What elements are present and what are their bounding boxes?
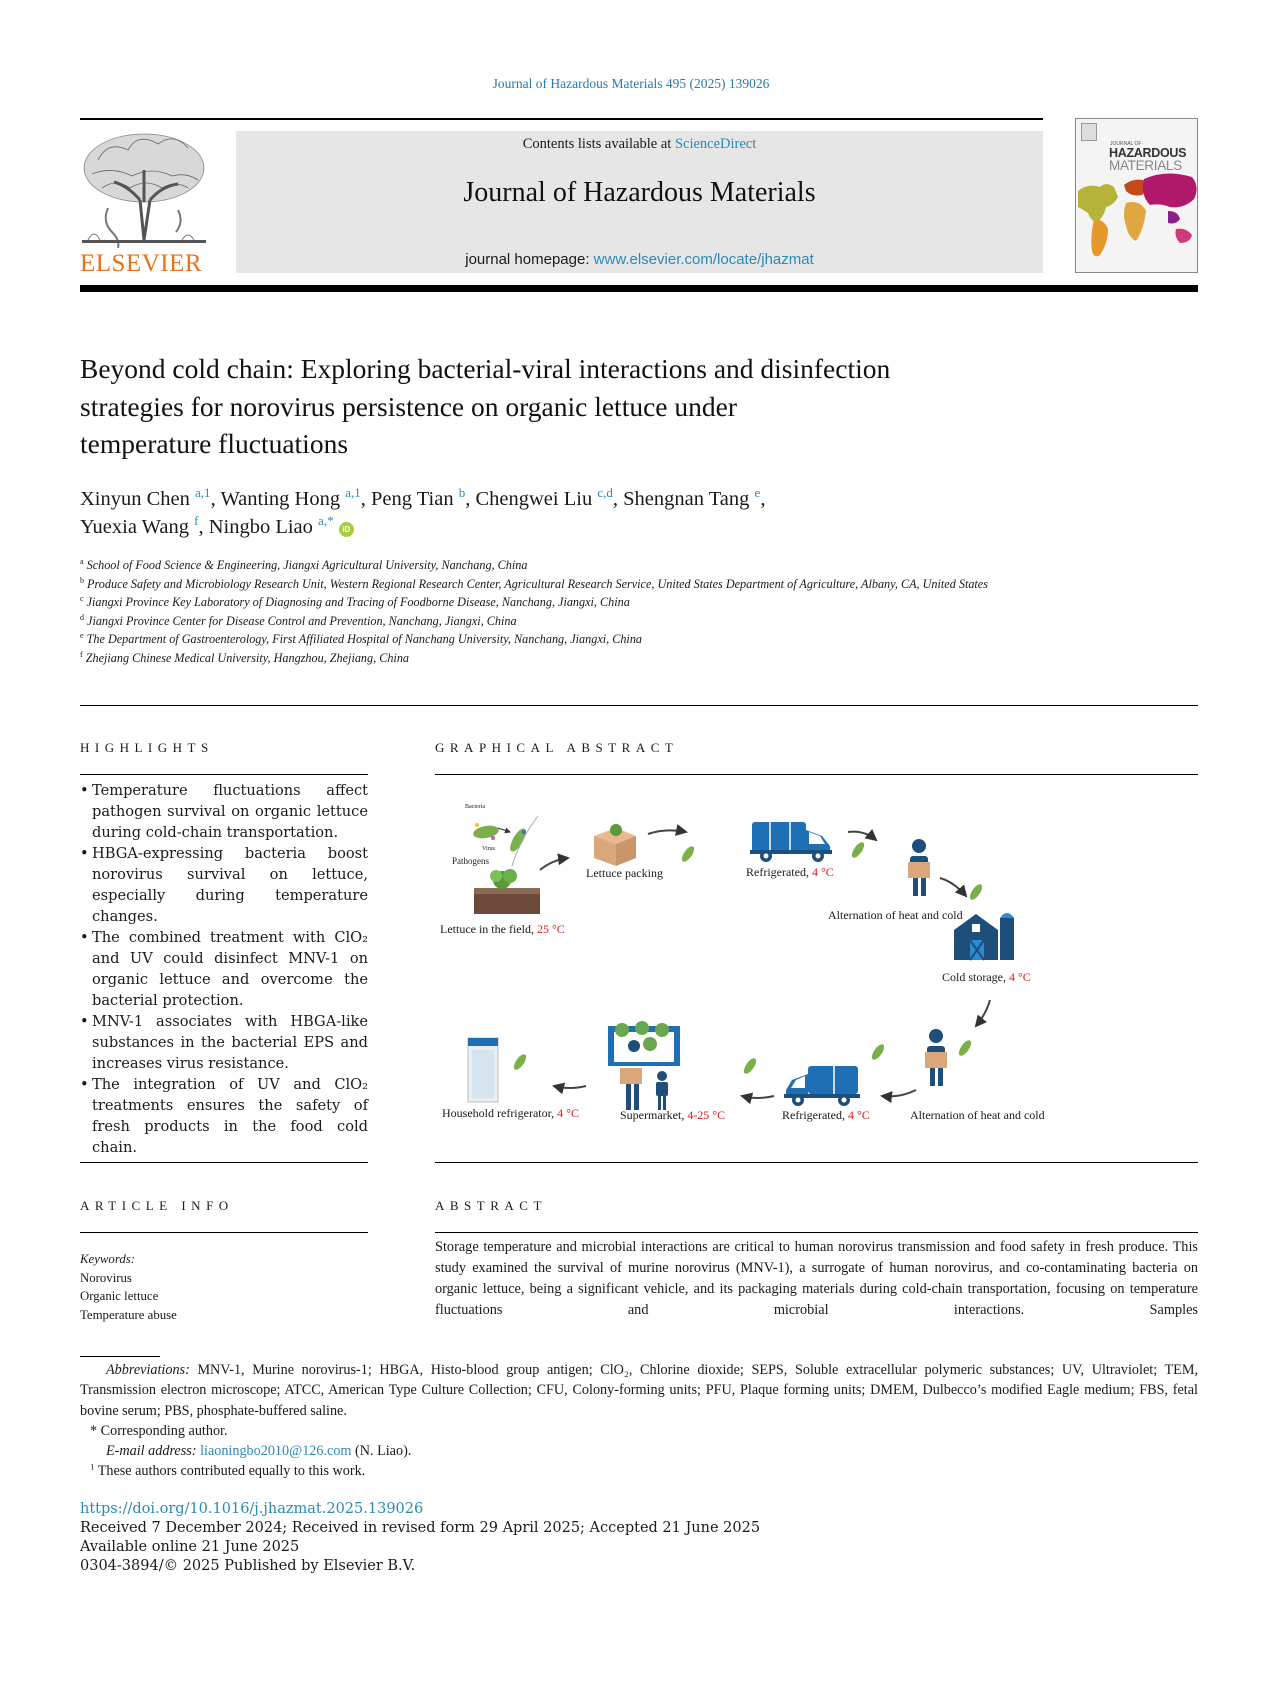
author-affil-link[interactable]: a,* xyxy=(318,513,334,529)
step-refrigerated-1-label xyxy=(746,865,834,880)
graphical-abstract-heading: GRAPHICAL ABSTRACT xyxy=(435,740,679,755)
email-footnote xyxy=(80,1441,1198,1461)
lettuce-leaf-icon xyxy=(968,882,985,901)
author-affil-link[interactable]: f xyxy=(194,513,199,529)
pathogens-label: Pathogens xyxy=(452,856,489,866)
email-suffix: (N. Liao). xyxy=(351,1443,412,1460)
author-name: Xinyun Chen xyxy=(80,488,190,510)
affiliation xyxy=(80,649,1080,668)
affiliation-key: d xyxy=(80,612,84,622)
author-name: Wanting Hong xyxy=(220,488,341,510)
step-packing-label: Lettuce packing xyxy=(586,866,663,880)
affiliation xyxy=(80,612,1080,631)
world-map-icon xyxy=(1076,119,1198,273)
homepage-prefix: journal homepage: xyxy=(465,251,594,268)
author-affil-link[interactable]: e xyxy=(754,485,761,501)
highlight-item: • The integration of UV and ClO₂ treatments ensures the safety of fresh products in the food cold chain. xyxy=(80,1074,368,1158)
refrigerated-van-icon xyxy=(750,822,832,862)
affiliation-key: a xyxy=(80,556,84,566)
author[interactable] xyxy=(475,485,613,510)
author-name: Peng Tian xyxy=(371,488,454,510)
refrigerated-van-icon xyxy=(784,1066,860,1106)
sciencedirect-link[interactable]: ScienceDirect xyxy=(674,136,757,152)
step-text: Supermarket, xyxy=(620,1108,688,1122)
affiliation xyxy=(80,630,1080,649)
household-refrigerator-icon xyxy=(468,1038,498,1102)
orcid-icon[interactable]: iD xyxy=(339,522,354,537)
article-history: Received 7 December 2024; Received in revised form 29 April 2025; Accepted 21 June 2025 xyxy=(80,1520,761,1536)
email-link[interactable]: liaoningbo2010@126.com xyxy=(200,1443,352,1460)
affiliation-text: Zhejiang Chinese Medical University, Hangzhou, Zhejiang, China xyxy=(85,650,410,665)
author-name: Chengwei Liu xyxy=(475,488,593,510)
flow-arrow xyxy=(648,830,686,834)
running-head[interactable]: Journal of Hazardous Materials 495 (2025) 139026 xyxy=(492,76,770,91)
step-temp: 4 °C xyxy=(847,1108,870,1122)
step-alternation-2-label: Alternation of heat and cold xyxy=(910,1108,1045,1122)
keywords-label: Keywords: xyxy=(80,1252,135,1266)
step-alternation-1-label: Alternation of heat and cold xyxy=(828,908,963,922)
title-line: Beyond cold chain: Exploring bacterial-viral interactions and disinfection xyxy=(80,353,891,384)
affiliation-key: c xyxy=(80,593,84,603)
graphical-abstract-bottom-rule xyxy=(435,1162,1198,1163)
corresponding-mark: * xyxy=(90,1422,98,1439)
highlight-item: • HBGA-expressing bacteria boost norovirus survival on lettuce, especially during temperature changes. xyxy=(80,843,368,927)
lettuce-leaf-icon xyxy=(850,840,867,859)
lettuce-leaf-icon xyxy=(957,1038,974,1057)
cover-journal-of: JOURNAL OF xyxy=(1110,141,1142,147)
bacteria-label: Bacteria xyxy=(465,804,485,810)
journal-homepage-link[interactable]: www.elsevier.com/locate/jhazmat xyxy=(593,251,814,268)
author-affil-link[interactable]: a,1 xyxy=(195,485,211,501)
affiliation xyxy=(80,593,1080,612)
abstract-text: Storage temperature and microbial interactions are critical to human norovirus transmission and food safety in fresh produce. This study examined the survival of murine norovirus (MNV-1), a surrogate of human norovirus, and co-contaminating bacteria on organic lettuce, being a significant vehicle, and its packaging materials during cold-chain transportation, focusing on temperature fluctuations and microbial interactions. Samples xyxy=(435,1239,1198,1318)
title-line: temperature fluctuations xyxy=(80,428,349,459)
article-meta xyxy=(80,1500,880,1576)
section-rule xyxy=(80,705,1198,706)
affiliation-text: Jiangxi Province Center for Disease Control and Prevention, Nanchang, Jiangxi, China xyxy=(87,613,517,628)
step-supermarket-label xyxy=(620,1108,725,1123)
worker-with-box-icon xyxy=(908,839,930,896)
affiliation-key: e xyxy=(80,630,84,640)
contents-prefix: Contents lists available at xyxy=(522,136,675,152)
flow-arrow xyxy=(882,1090,916,1096)
step-refrigerated-2-label xyxy=(782,1108,870,1123)
available-online: Available online 21 June 2025 xyxy=(80,1539,300,1555)
author-affil-link[interactable]: a,1 xyxy=(345,485,361,501)
abbreviations-label: Abbreviations: xyxy=(106,1362,190,1378)
step-temp: 25 °C xyxy=(536,922,565,936)
corresponding-footnote xyxy=(80,1421,1198,1441)
affiliation-text: The Department of Gastroenterology, First Affiliated Hospital of Nanchang University, Nanchang, Jiangxi, China xyxy=(86,632,643,646)
cold-storage-barn-icon xyxy=(954,913,1014,960)
footnotes xyxy=(80,1360,1198,1482)
journal-cover-thumbnail[interactable] xyxy=(1075,118,1198,273)
flow-arrow xyxy=(554,1086,586,1088)
equal-text: These authors contributed equally to this work. xyxy=(97,1463,366,1480)
author[interactable] xyxy=(80,513,199,538)
email-label: E-mail address: xyxy=(106,1443,197,1460)
supermarket-icon xyxy=(608,1021,680,1110)
virus-label: Virus xyxy=(482,846,495,852)
journal-banner xyxy=(236,131,1043,273)
lettuce-leaf-icon xyxy=(870,1042,887,1061)
author[interactable] xyxy=(220,485,361,510)
author-list: Xinyun Chen $^{a,1}$, Wanting Hong $^{a,1}$, Peng Tian $^b$, Chengwei Liu $^{c,d}$, Shengnan Tang $^e$, Yuexia Wang $^f$, Ningbo Liao $^{a,*}$ iD xyxy=(80,485,766,538)
affiliation-text: Produce Safety and Microbiology Research Unit, Western Regional Research Center, Agricultural Research Service, United States Department of Agriculture, Albany, CA, United States xyxy=(87,576,988,591)
abstract-heading: ABSTRACT xyxy=(435,1198,547,1213)
graphical-abstract-figure[interactable] xyxy=(430,800,1090,1140)
article-title xyxy=(80,350,1040,463)
footnote-rule xyxy=(80,1356,160,1357)
abbreviations-footnote xyxy=(80,1360,1198,1421)
doi-link[interactable]: https://doi.org/10.1016/j.jhazmat.2025.139026 xyxy=(80,1501,424,1517)
copyright: 0304-3894/© 2025 Published by Elsevier B.V. xyxy=(80,1558,416,1574)
author[interactable] xyxy=(80,485,211,510)
affiliation-text: Jiangxi Province Key Laboratory of Diagnosing and Tracing of Foodborne Disease, Nanchang, Jiangxi, China xyxy=(86,595,630,609)
graphical-abstract-rule xyxy=(435,774,1198,775)
keyword[interactable]: Temperature abuse xyxy=(80,1307,177,1322)
author[interactable] xyxy=(623,485,761,510)
lettuce-field-icon xyxy=(474,869,540,914)
article-info-heading: ARTICLE INFO xyxy=(80,1198,234,1213)
highlights-rule xyxy=(80,774,368,775)
keyword[interactable]: Organic lettuce xyxy=(80,1289,159,1303)
cover-title-line1: HAZARDOUS xyxy=(1109,146,1187,160)
flow-arrow xyxy=(976,1000,990,1026)
step-temp: 4 °C xyxy=(557,1106,579,1120)
step-text: Refrigerated, xyxy=(746,865,812,879)
packing-box-icon xyxy=(594,824,636,866)
worker-with-box-icon xyxy=(925,1029,947,1086)
author[interactable] xyxy=(371,485,466,510)
highlights-list xyxy=(80,780,368,1158)
contents-line xyxy=(236,136,1043,153)
affiliation-key: b xyxy=(80,575,84,585)
step-text: Cold storage, xyxy=(942,970,1009,984)
corresponding-text: Corresponding author. xyxy=(100,1422,228,1439)
keyword[interactable]: Norovirus xyxy=(80,1270,132,1285)
highlight-item: • Temperature fluctuations affect pathogen survival on organic lettuce during cold-chain transportation. xyxy=(80,780,368,843)
flow-arrow xyxy=(742,1096,774,1098)
step-temp: 4 °C xyxy=(1009,970,1031,984)
equal-contribution-footnote xyxy=(80,1461,1198,1481)
elsevier-logo[interactable] xyxy=(78,130,210,276)
flow-arrow xyxy=(940,878,966,896)
highlight-item: • The combined treatment with ClO₂ and UV could disinfect MNV-1 on organic lettuce and overcome the bacterial protection. xyxy=(80,927,368,1011)
lettuce-leaf-icon xyxy=(680,844,697,863)
highlights-heading: HIGHLIGHTS xyxy=(80,740,214,755)
affiliation-text: School of Food Science & Engineering, Jiangxi Agricultural University, Nanchang, China xyxy=(86,558,528,572)
author-name: Yuexia Wang xyxy=(80,516,189,538)
masthead-bottom-rule xyxy=(80,285,1198,292)
lettuce-leaf-icon xyxy=(742,1056,759,1075)
step-temp: 4 °C xyxy=(811,865,834,879)
keywords-block xyxy=(80,1250,368,1324)
step-household-label xyxy=(442,1106,579,1121)
article-info-rule xyxy=(80,1232,368,1233)
journal-title: Journal of Hazardous Materials xyxy=(463,177,816,208)
affiliation xyxy=(80,575,1040,594)
homepage-line xyxy=(236,251,1043,268)
header-rule xyxy=(80,118,1043,120)
author-affil-link[interactable]: b xyxy=(458,485,466,501)
highlights-bottom-rule xyxy=(80,1162,368,1163)
lettuce-leaf-icon xyxy=(512,1052,529,1071)
author-affil-link[interactable]: c,d xyxy=(597,485,613,501)
step-text: Lettuce in the field, xyxy=(440,922,537,936)
author[interactable] xyxy=(208,513,334,538)
elsevier-wordmark: ELSEVIER xyxy=(80,250,203,277)
highlight-item: • MNV-1 associates with HBGA-like substances in the bacterial EPS and increases virus resistance. xyxy=(80,1011,368,1074)
step-text: Household refrigerator, xyxy=(442,1106,558,1120)
elsevier-tree-icon xyxy=(78,130,210,248)
affiliation-key: f xyxy=(80,649,83,659)
cover-title-line2: MATERIALS xyxy=(1109,158,1182,173)
step-field-label xyxy=(440,922,565,937)
abstract-rule xyxy=(435,1232,1198,1233)
step-text: Refrigerated, xyxy=(782,1108,848,1122)
affiliations xyxy=(80,556,1080,667)
title-line: strategies for norovirus persistence on organic lettuce under xyxy=(80,390,737,422)
step-cold-storage-label xyxy=(942,970,1031,985)
affiliation xyxy=(80,556,1080,575)
flow-arrow xyxy=(848,832,876,840)
flow-arrow xyxy=(540,858,568,870)
step-temp: 4-25 °C xyxy=(687,1108,726,1122)
author-name: Shengnan Tang xyxy=(623,488,750,510)
equal-mark: 1 xyxy=(90,1461,95,1472)
abbreviations-text: MNV-1, Murine norovirus-1; HBGA, Histo-blood group antigen; ClO₂, Chlorine dioxide; SEPS, Soluble extracellular polymeric substances; UV, Ultraviolet; TEM, Transmission electron microscope; ATCC, American Type Culture Collection; CFU, Colony-forming units; PFU, Plaque forming units; DMEM, Dulbecco’s modified Eagle medium; FBS, fetal bovine serum; PBS, phosphate-buffered saline. xyxy=(80,1362,1199,1419)
author-name: Ningbo Liao xyxy=(208,516,313,538)
